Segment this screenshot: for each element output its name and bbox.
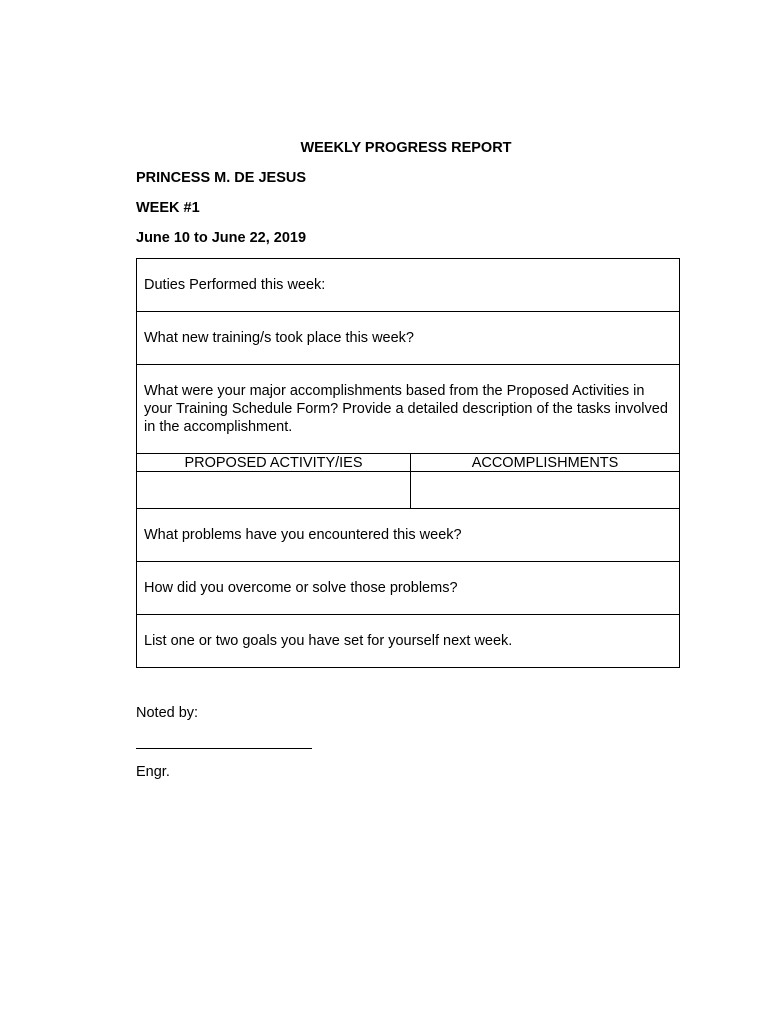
trainee-name: PRINCESS M. DE JESUS xyxy=(136,170,307,186)
goals-cell: List one or two goals you have set for yourself next week. xyxy=(137,615,680,668)
form-row xyxy=(137,615,680,668)
form-row xyxy=(137,509,680,562)
training-cell: What new training/s took place this week? xyxy=(137,312,680,365)
solutions-cell: How did you overcome or solve those problems? xyxy=(137,562,680,615)
form-row xyxy=(137,312,680,365)
form-row xyxy=(137,562,680,615)
table-header-row xyxy=(137,454,680,472)
proposed-activity-header: PROPOSED ACTIVITY/IES xyxy=(137,454,411,472)
date-range: June 10 to June 22, 2019 xyxy=(136,230,307,246)
form-row xyxy=(137,365,680,454)
problems-cell: What problems have you encountered this week? xyxy=(137,509,680,562)
week-number: WEEK #1 xyxy=(136,200,200,216)
accomplishments-cell[interactable] xyxy=(411,472,680,509)
accomplishments-header: ACCOMPLISHMENTS xyxy=(411,454,680,472)
signatory-label: Engr. xyxy=(136,764,170,780)
signature-line xyxy=(136,748,312,749)
progress-form-table xyxy=(136,258,680,668)
duties-cell: Duties Performed this week: xyxy=(137,259,680,312)
proposed-activity-cell[interactable] xyxy=(137,472,411,509)
form-row xyxy=(137,259,680,312)
noted-by-label: Noted by: xyxy=(136,705,199,721)
report-title: WEEKLY PROGRESS REPORT xyxy=(300,140,512,156)
table-row xyxy=(137,472,680,509)
accomplishments-question-cell: What were your major accomplishments based from the Proposed Activities in your Training Schedule Form? Provide a detailed description of the tasks involved in the accomplishment. xyxy=(137,365,680,454)
